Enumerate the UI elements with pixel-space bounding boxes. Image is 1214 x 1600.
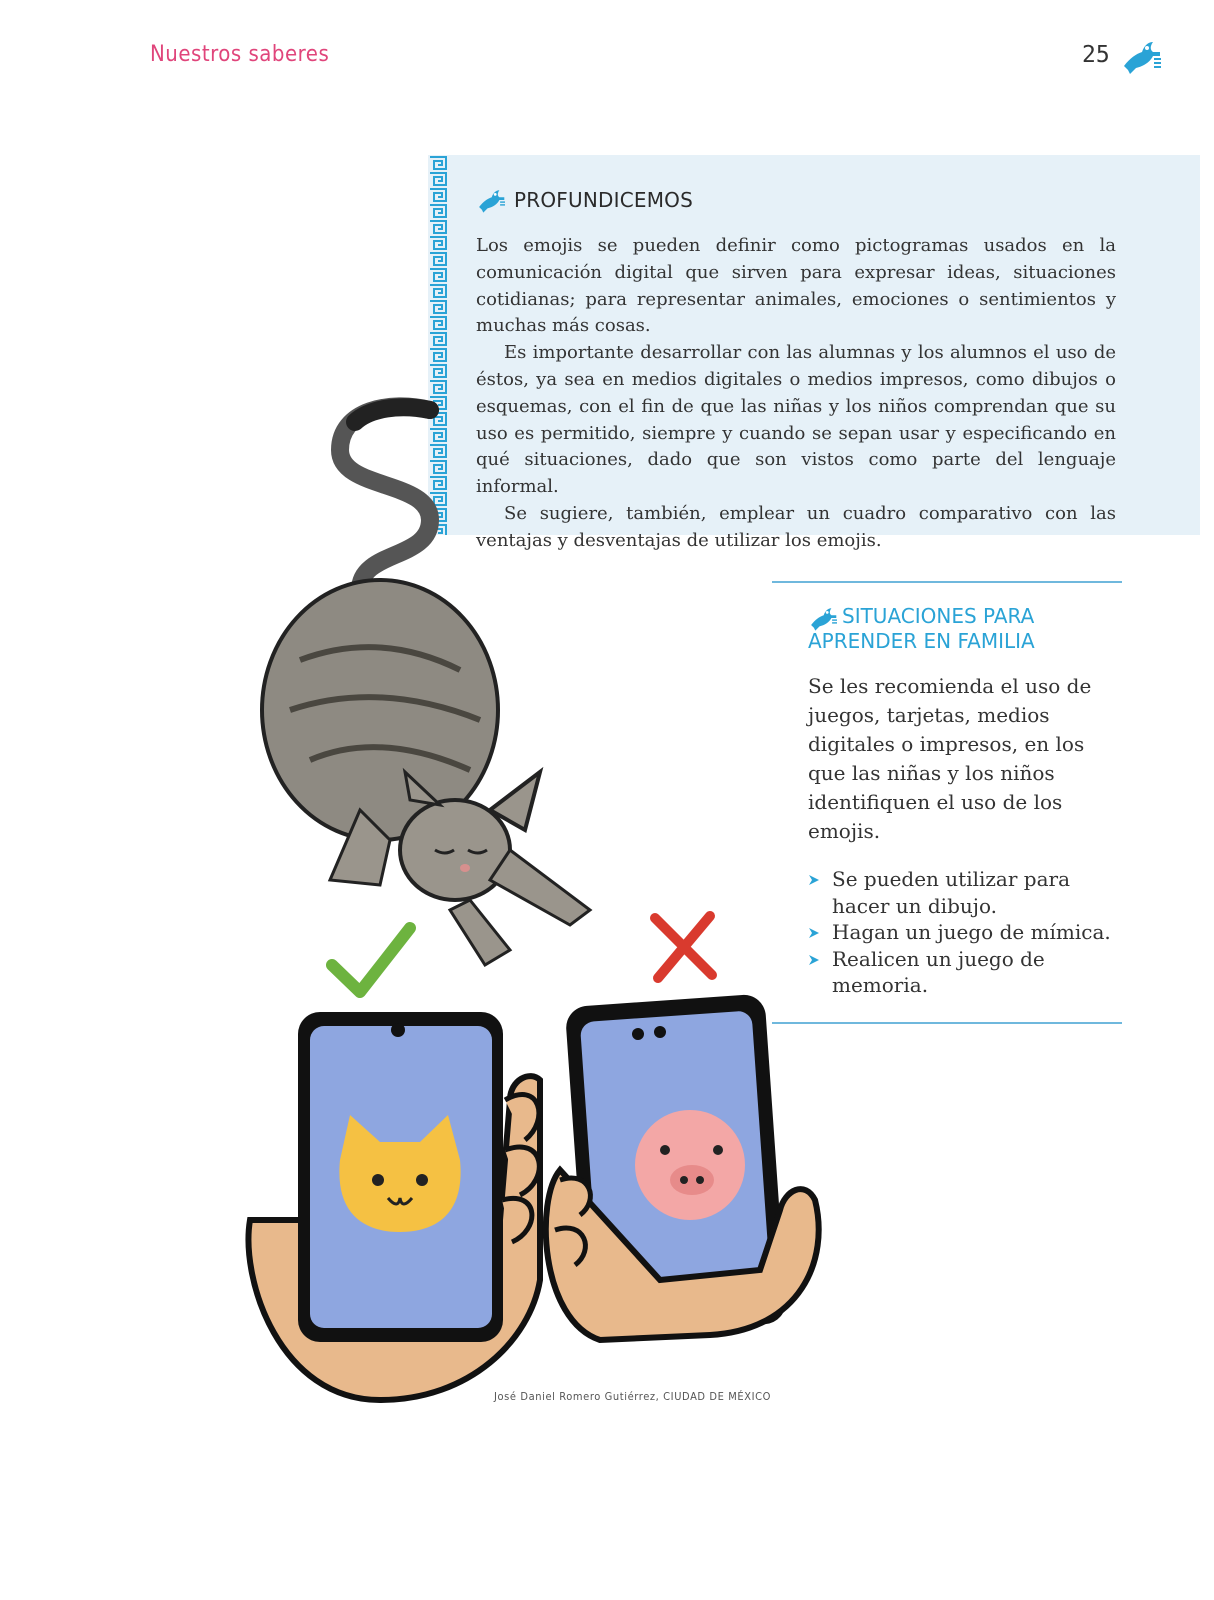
familia-text: Se les recomienda el uso de juegos, tarjetas, medios digitales o impresos, en los que las niñas y los niños identifiquen el uso de los emojis.	[808, 674, 1092, 843]
cat-and-phones-illustration	[240, 380, 840, 1410]
cat-head	[400, 800, 510, 900]
hummingbird-logo-icon	[1120, 36, 1162, 76]
list-item-text: Se pueden utilizar para hacer un dibujo.	[832, 867, 1070, 918]
cat-tail	[340, 406, 430, 590]
hummingbird-icon	[476, 186, 506, 214]
familia-heading	[808, 604, 1108, 654]
pig-emoji-icon	[635, 1110, 745, 1220]
paragraph: Los emojis se pueden definir como pictogramas usados en la comunicación digital que sirven para expresar ideas, situaciones cotidianas; para representar animales, emociones o sentimientos y muchas más cosas.	[476, 235, 1116, 337]
list-item	[808, 919, 1120, 946]
divider	[772, 1022, 1122, 1024]
profundicemos-heading	[476, 186, 693, 214]
section-title: Nuestros saberes	[150, 42, 330, 67]
list-item	[808, 866, 1120, 919]
hummingbird-icon	[808, 604, 838, 632]
list-item-text: Hagan un juego de mímica.	[832, 920, 1111, 944]
arrow-bullet-icon	[808, 874, 820, 886]
illustration-credit: José Daniel Romero Gutiérrez, CIUDAD DE MÉXICO	[494, 1390, 772, 1403]
familia-list	[808, 866, 1120, 999]
arrow-bullet-icon	[808, 927, 820, 939]
list-item	[808, 946, 1120, 999]
divider	[772, 581, 1122, 583]
check-mark-icon	[332, 928, 410, 992]
list-item-text: Realicen un juego de memoria.	[832, 946, 1045, 997]
paragraph: Es importante desarrollar con las alumnas y los alumnos el uso de éstos, ya sea en medios digitales o medios impresos, como dibujos o esquemas, con el fin de que las niñas y los niños comprendan que su uso es permitido, siempre y cuando se sepan usar y especificando en qué situaciones, dado que son vistos como parte del lenguaje informal.	[476, 342, 1116, 498]
page-number: 25	[1082, 42, 1110, 68]
profundicemos-title: PROFUNDICEMOS	[514, 188, 693, 212]
cross-mark-icon	[655, 916, 712, 978]
arrow-bullet-icon	[808, 954, 820, 966]
paragraph: Se sugiere, también, emplear un cuadro comparativo con las ventajas y desventajas de utilizar los emojis.	[476, 502, 1116, 551]
familia-title: SITUACIONES PARA APRENDER EN FAMILIA	[808, 604, 1035, 653]
